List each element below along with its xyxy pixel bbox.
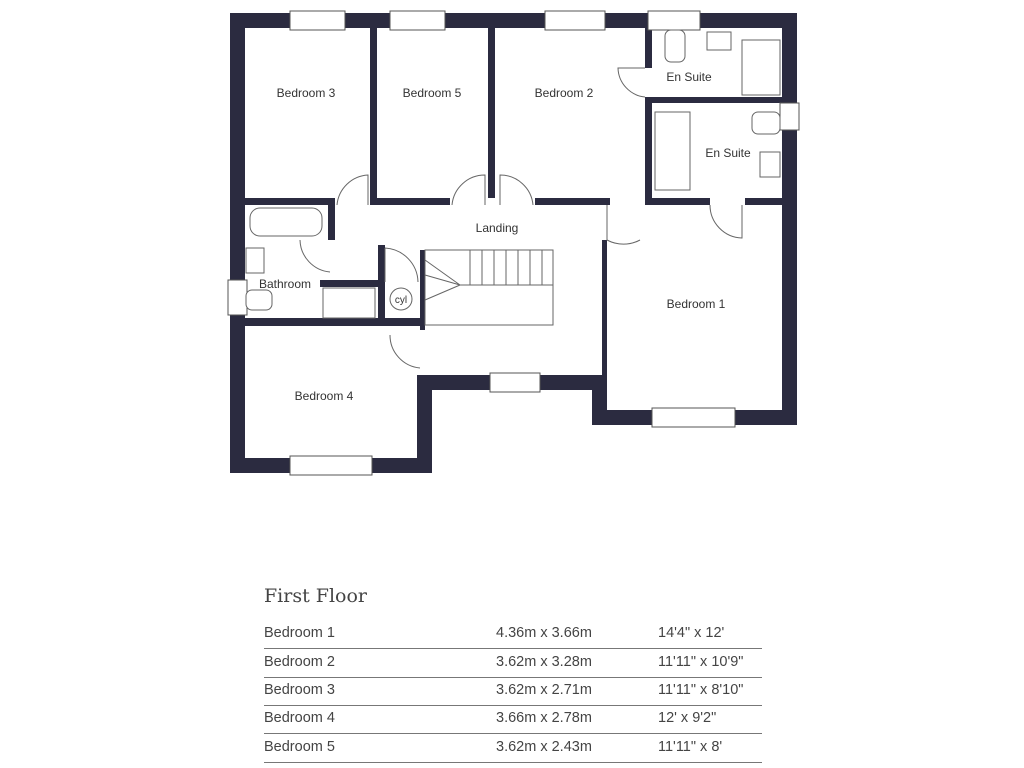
imperial-size: 14'4" x 12': [658, 625, 725, 641]
room-label-bedroom-2: Bedroom 2: [534, 86, 594, 100]
staircase: [425, 250, 553, 325]
room-label-bedroom-3: Bedroom 3: [276, 86, 336, 100]
room-label-landing: Landing: [475, 221, 519, 235]
room-label-en-suite-2: En Suite: [705, 146, 751, 160]
room-name: Bedroom 4: [264, 710, 335, 726]
table-row: [264, 620, 762, 649]
room-label-en-suite-1: En Suite: [666, 70, 712, 84]
room-label-bedroom-5: Bedroom 5: [402, 86, 462, 100]
imperial-size: 11'11" x 8'10": [658, 682, 744, 698]
table-row: [264, 705, 762, 734]
imperial-size: 11'11" x 8': [658, 739, 723, 755]
imperial-size: 11'11" x 10'9": [658, 654, 744, 670]
room-name: Bedroom 5: [264, 739, 335, 755]
walls: [230, 13, 797, 473]
table-row: [264, 649, 762, 678]
room-label-bathroom: Bathroom: [258, 277, 312, 291]
room-name: Bedroom 1: [264, 625, 335, 641]
metric-size: 3.62m x 3.28m: [496, 654, 592, 670]
table-row: [264, 677, 762, 706]
windows: [228, 11, 799, 475]
room-label-cylinder: cyl: [394, 295, 408, 306]
metric-size: 4.36m x 3.66m: [496, 625, 592, 641]
metric-size: 3.62m x 2.43m: [496, 739, 592, 755]
metric-size: 3.62m x 2.71m: [496, 682, 592, 698]
table-row: [264, 734, 762, 763]
room-name: Bedroom 2: [264, 654, 335, 670]
room-name: Bedroom 3: [264, 682, 335, 698]
imperial-size: 12' x 9'2": [658, 710, 717, 726]
room-label-bedroom-4: Bedroom 4: [294, 389, 354, 403]
metric-size: 3.66m x 2.78m: [496, 710, 592, 726]
table-title: First Floor: [264, 585, 367, 607]
room-label-bedroom-1: Bedroom 1: [666, 297, 726, 311]
